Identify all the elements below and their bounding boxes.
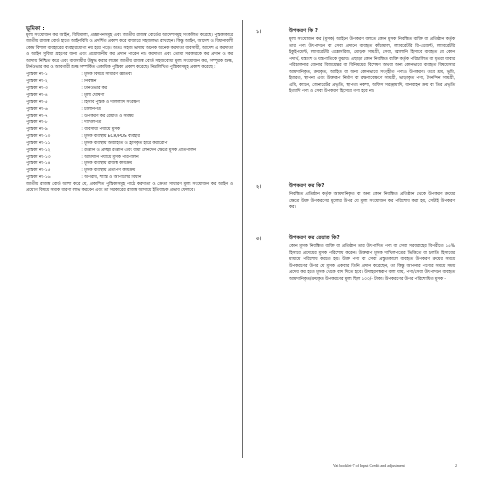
intro-closing: জাতীয় রাজস্ব বোর্ড আশা করে যে, প্রকাশিত পুস্তিকাসমূহ পাঠে করদাতা ও ক্রেতা সাধারণ মূল্য সংযোজন কর আইন ও প্রয়োগ বিষয়ে সম্যক ধারণা লাভ করবেন এবং তা সরকারের রাজস্ব আদায়ে ইতিবাচক প্রভাব ফেলবে। <box>26 181 233 194</box>
booklet-number: পুস্তিকা নং-১০ <box>26 134 51 140</box>
intro-title: ভূমিকা : <box>26 26 45 32</box>
booklet-list-item: পুস্তিকা নং-৮ : দাখিলপত্র <box>26 120 102 126</box>
booklet-number: পুস্তিকা নং-৯ <box>26 127 48 133</box>
booklet-number: পুস্তিকা নং-২ <box>26 79 48 85</box>
section-3 <box>289 235 455 283</box>
booklet-number: পুস্তিকা নং-৭ <box>26 113 48 119</box>
booklet-title: ব্যবসায়ী পর্যায়ে মূসক <box>84 127 120 133</box>
booklet-title: নিবন্ধন <box>84 79 97 85</box>
page-number: 2 <box>455 463 457 468</box>
section-2-text: নিবন্ধিত প্রতিষ্ঠান কর্তৃক আমদানিকৃত বা অন্য কোন নিবন্ধিত প্রতিষ্ঠান থেকে উপকরণ ক্রয়ের ক্ষেত্রে উক্ত উপকরণের মূল্যের উপর যে মূল্য সংযোজন কর পরিশোধ করা হয়, সেটাই উপকরণ কর। <box>289 192 455 211</box>
section-2-number: ২। <box>256 184 262 190</box>
booklet-number: পুস্তিকা নং-১৫ <box>26 168 51 174</box>
page-footer <box>333 463 457 468</box>
booklet-list <box>26 72 233 182</box>
booklet-title: টার্নওভার কর <box>84 86 108 92</box>
booklet-title: মূল্য ঘোষণা <box>84 92 105 98</box>
booklet-list-item: পুস্তিকা নং-১২ : রপ্তানি ও প্রচ্ছন্ন রপ্তানি এবং বীমা লেনদেন ক্ষেত্রে মূসক প্রতিপালন <box>26 147 196 153</box>
booklet-title: দাখিলপত্র <box>84 120 102 126</box>
booklet-number: পুস্তিকা নং-১ <box>26 72 48 78</box>
booklet-list-item: পুস্তিকা নং-২ : নিবন্ধন <box>26 79 97 85</box>
intro-column <box>26 26 233 416</box>
booklet-title: মূসক ব্যবস্থায় ECR/POS ব্যবহার <box>84 134 140 140</box>
booklet-title: মূসক ব্যবস্থায় অব্যাহতি ও হ্রাসকৃত হারে করারোপ <box>84 140 168 146</box>
booklet-title: উপকরণ কর রেয়াত ও সমন্বয় <box>84 113 134 119</box>
booklet-number: পুস্তিকা নং-১৪ <box>26 161 51 167</box>
booklet-number: পুস্তিকা নং-৫ <box>26 99 48 105</box>
booklet-title: মূসক ব্যবস্থায় প্রত্যর্পণ কার্যক্রম <box>84 168 136 174</box>
section-3-text: কোন মূসক নিবন্ধিত ব্যক্তি বা প্রতিষ্ঠান তার উৎপাদিত পণ্য বা সেবা সরবরাহের বিপরীতে ১৫% হিসাবে প্রদেয়ের মূসক পরিশোধ করেন। উক্তরূপ মূসক দাখিলপত্রের ভিত্তিতে বা চলতি হিসাবের মাধ্যমে পরিশোধ করতে হয়। উক্ত পণ্য বা সেবা প্রস্তুতকালে ব্যবহৃত উপকরণ ক্রয়ের সময়ে উপকরণের উপর যে মূসক একবার তিনি প্রদান করেছেন, তা কিন্তু আপনার পণ্যের সময়ে সময় প্রদেয় কর হতে মূসক থেকে বাদ দিতে হবে। উদাহরণস্বরূপ বলা যায়, পণ্য/সেবা উৎপাদনে ব্যবহৃত আমদানিকৃত/ক্রয়কৃত উপকরণের মূল্য ছিল ১০০/- টাকা। উপকরণের উপর পরিশোধিত মূসক - <box>289 244 455 282</box>
booklet-number: পুস্তিকা নং-১২ <box>26 147 51 153</box>
booklet-number: পুস্তিকা নং-৬ <box>26 106 48 112</box>
section-2 <box>289 183 455 212</box>
intro-paragraph: মূল্য সংযোজন কর আইন, বিধিমালা, প্রজ্ঞাপনসমূহ এবং জাতীয় রাজস্ব বোর্ডের আদেশসমূহ সংকলিত করেছে। পুস্তকাকারে জাতীয় রাজস্ব বোর্ড হাতে আইনবিধি ও প্রদর্শিত প্রকাশ করে বাজারে সহজলভ্য রাখছেন। কিন্তু আইন, আদেশ ও বিধানাবলী কেন্দ্র বিশাল ব্যবহারের ব্যবহারযোগ্য নয় হয়ে পড়ে। অতঃ সহজ ভাষায় অনেক অনেক করদাতা ব্যবসায়ী, আদেশ এ করদাতা ও আইন সুবিধা গ্রহণের জন্য এবং প্রয়োজনীয় কর প্রদান পারেন না। করদাতা এবং তোমা সরকারকে কর প্রদান ও কর আদায় নিশ্চিত করে এবং ব্যবসায়ীর উদ্বুদ্ধ করার লক্ষ্যে জাতীয় রাজস্ব বোর্ড সহজবোধ্য মূল্য সংযোজন কর, সম্পূরক শুল্ক, টার্নওভার কর ও আবগারী শুল্ক সম্পর্কিত একাধিক পুস্তিকা প্রকাশ করেছে। নিম্নলিখিত পুস্তিকাসমূহ প্রকাশ করেছে : <box>26 33 233 71</box>
section-1-number: ১। <box>256 29 262 35</box>
booklet-number: পুস্তিকা নং-১৩ <box>26 154 51 160</box>
booklet-title: হিসাব পুস্তক ও দলিলাদি সংরক্ষণ <box>84 99 140 105</box>
section-1-title: উপকরণ কি ? <box>289 28 318 34</box>
booklet-title: আমদানি পর্যায়ে মূসক পরিপালন <box>84 154 139 160</box>
booklet-number: পুস্তিকা নং-১৬ <box>26 175 51 181</box>
booklet-title: মূসক ব্যবস্থায় রাজস্ব কার্যক্রম <box>84 161 132 167</box>
section-1-text: মূল্য সংযোজন কর (মূসক) আইনে উপকরণ বলতে কোন মূসক নিবন্ধিত ব্যক্তি বা প্রতিষ্ঠান কর্তৃক তার পণ্য উৎপাদনে বা সেবা প্রদানে ব্যবহৃত কাঁচামাল, ল্যাবরেটরি রি-এজেন্ট, ল্যাবরেটরি ইকুইপমেন্ট, ল্যাবরেটরি এক্সেসরিজ, মোড়ক সামগ্রী, সেবা, জ্বালানি হিসাবে ব্যবহৃত যে কোন পদার্থ, যন্ত্রাংশ ও যন্ত্রপাতিকে বুঝায়। এছাড়া কোন নিবন্ধিত ব্যক্তি কর্তৃক পরিচালিত বা ধৃতরা যাবার পরিচালনার জেনার বিজয়েন্তর বা বিনিময়ের বিশেষণ অথবা অন্য কোনভাবে ব্যবহৃত বিষয়েসার আমদানিকৃত, ক্রয়কৃত, আহিত বা অন্য কোনভাবে সংগৃহীত পণ্যও উপকরণ। তবে শ্রম, ভূমি, ইমারত, স্থাপনা এবং উক্তরূপ নির্মাণ বা রক্ষণাবেক্ষণে সামগ্রী, ভাড়াকৃত পণ্য, দৈনন্দিন সামগ্রী, এমি, ক্যানে, জেনারেটর প্রভৃতি, স্থাপত্য নকশা, অফিস সরঞ্জামাদি, যানবাহন ক্রয় বা তির প্রভৃতি ইত্যাদি পণ্য ও সেবা উপকরণ হিসেবে গণ্য হবে না। <box>289 37 455 95</box>
booklet-number: পুস্তিকা নং-৮ <box>26 120 48 126</box>
booklet-list-item: পুস্তিকা নং-১৫ : মূসক ব্যবস্থায় প্রত্যর্পণ কার্যক্রম <box>26 168 136 174</box>
section-1 <box>289 28 455 96</box>
booklet-title: মূসক বিষয়ে সাধারণ জ্ঞাতব্য <box>84 72 132 78</box>
booklet-list-item: পুস্তিকা নং-৪ : মূল্য ঘোষণা <box>26 92 105 98</box>
booklet-list-item: পুস্তিকা নং-৯ : ব্যবসায়ী পর্যায়ে মূসক <box>26 127 120 133</box>
booklet-list-item: পুস্তিকা নং-৫ : হিসাব পুস্তক ও দলিলাদি সংরক্ষণ <box>26 99 140 105</box>
section-2-title: উপকরণ কর কি? <box>289 183 325 189</box>
section-3-number: ৩। <box>256 236 262 242</box>
booklet-list-item: পুস্তিকা নং-১৪ : মূসক ব্যবস্থায় রাজস্ব কার্যক্রম <box>26 161 132 167</box>
booklet-list-item: পুস্তিকা নং-১৩ : আমদানি পর্যায়ে মূসক পরিপালন <box>26 154 139 160</box>
booklet-number: পুস্তিকা নং-৩ <box>26 86 48 92</box>
booklet-number: পুস্তিকা নং-৪ <box>26 92 48 98</box>
booklet-title: অপরাধ, শাস্তি ও আপীলের বিধান <box>84 175 142 181</box>
booklet-list-item: পুস্তিকা নং-৬ : চালানপত্র <box>26 106 101 112</box>
booklet-list-item: পুস্তিকা নং-১০ : মূসক ব্যবস্থায় ECR/POS ব্যবহার <box>26 134 140 140</box>
booklet-list-item: পুস্তিকা নং-৩ : টার্নওভার কর <box>26 86 108 92</box>
column-divider <box>242 20 243 458</box>
booklet-list-item: পুস্তিকা নং-১১ : মূসক ব্যবস্থায় অব্যাহতি ও হ্রাসকৃত হারে করারোপ <box>26 140 168 146</box>
booklet-list-item: পুস্তিকা নং-১৬ : অপরাধ, শাস্তি ও আপীলের বিধান <box>26 175 142 181</box>
section-3-title: উপকরণ কর রেয়াত কি? <box>289 235 340 241</box>
booklet-list-item: পুস্তিকা নং-৭ : উপকরণ কর রেয়াত ও সমন্বয় <box>26 113 134 119</box>
booklet-list-item: পুস্তিকা নং-১ : মূসক বিষয়ে সাধারণ জ্ঞাতব্য <box>26 72 132 78</box>
booklet-title: চালানপত্র <box>84 106 101 112</box>
booklet-number: পুস্তিকা নং-১১ <box>26 140 51 146</box>
footer-booklet-name: Vat booklet-7 of Input Credit and adjustment <box>333 463 405 468</box>
booklet-title: রপ্তানি ও প্রচ্ছন্ন রপ্তানি এবং বীমা লেনদেন ক্ষেত্রে মূসক প্রতিপালন <box>84 147 196 153</box>
